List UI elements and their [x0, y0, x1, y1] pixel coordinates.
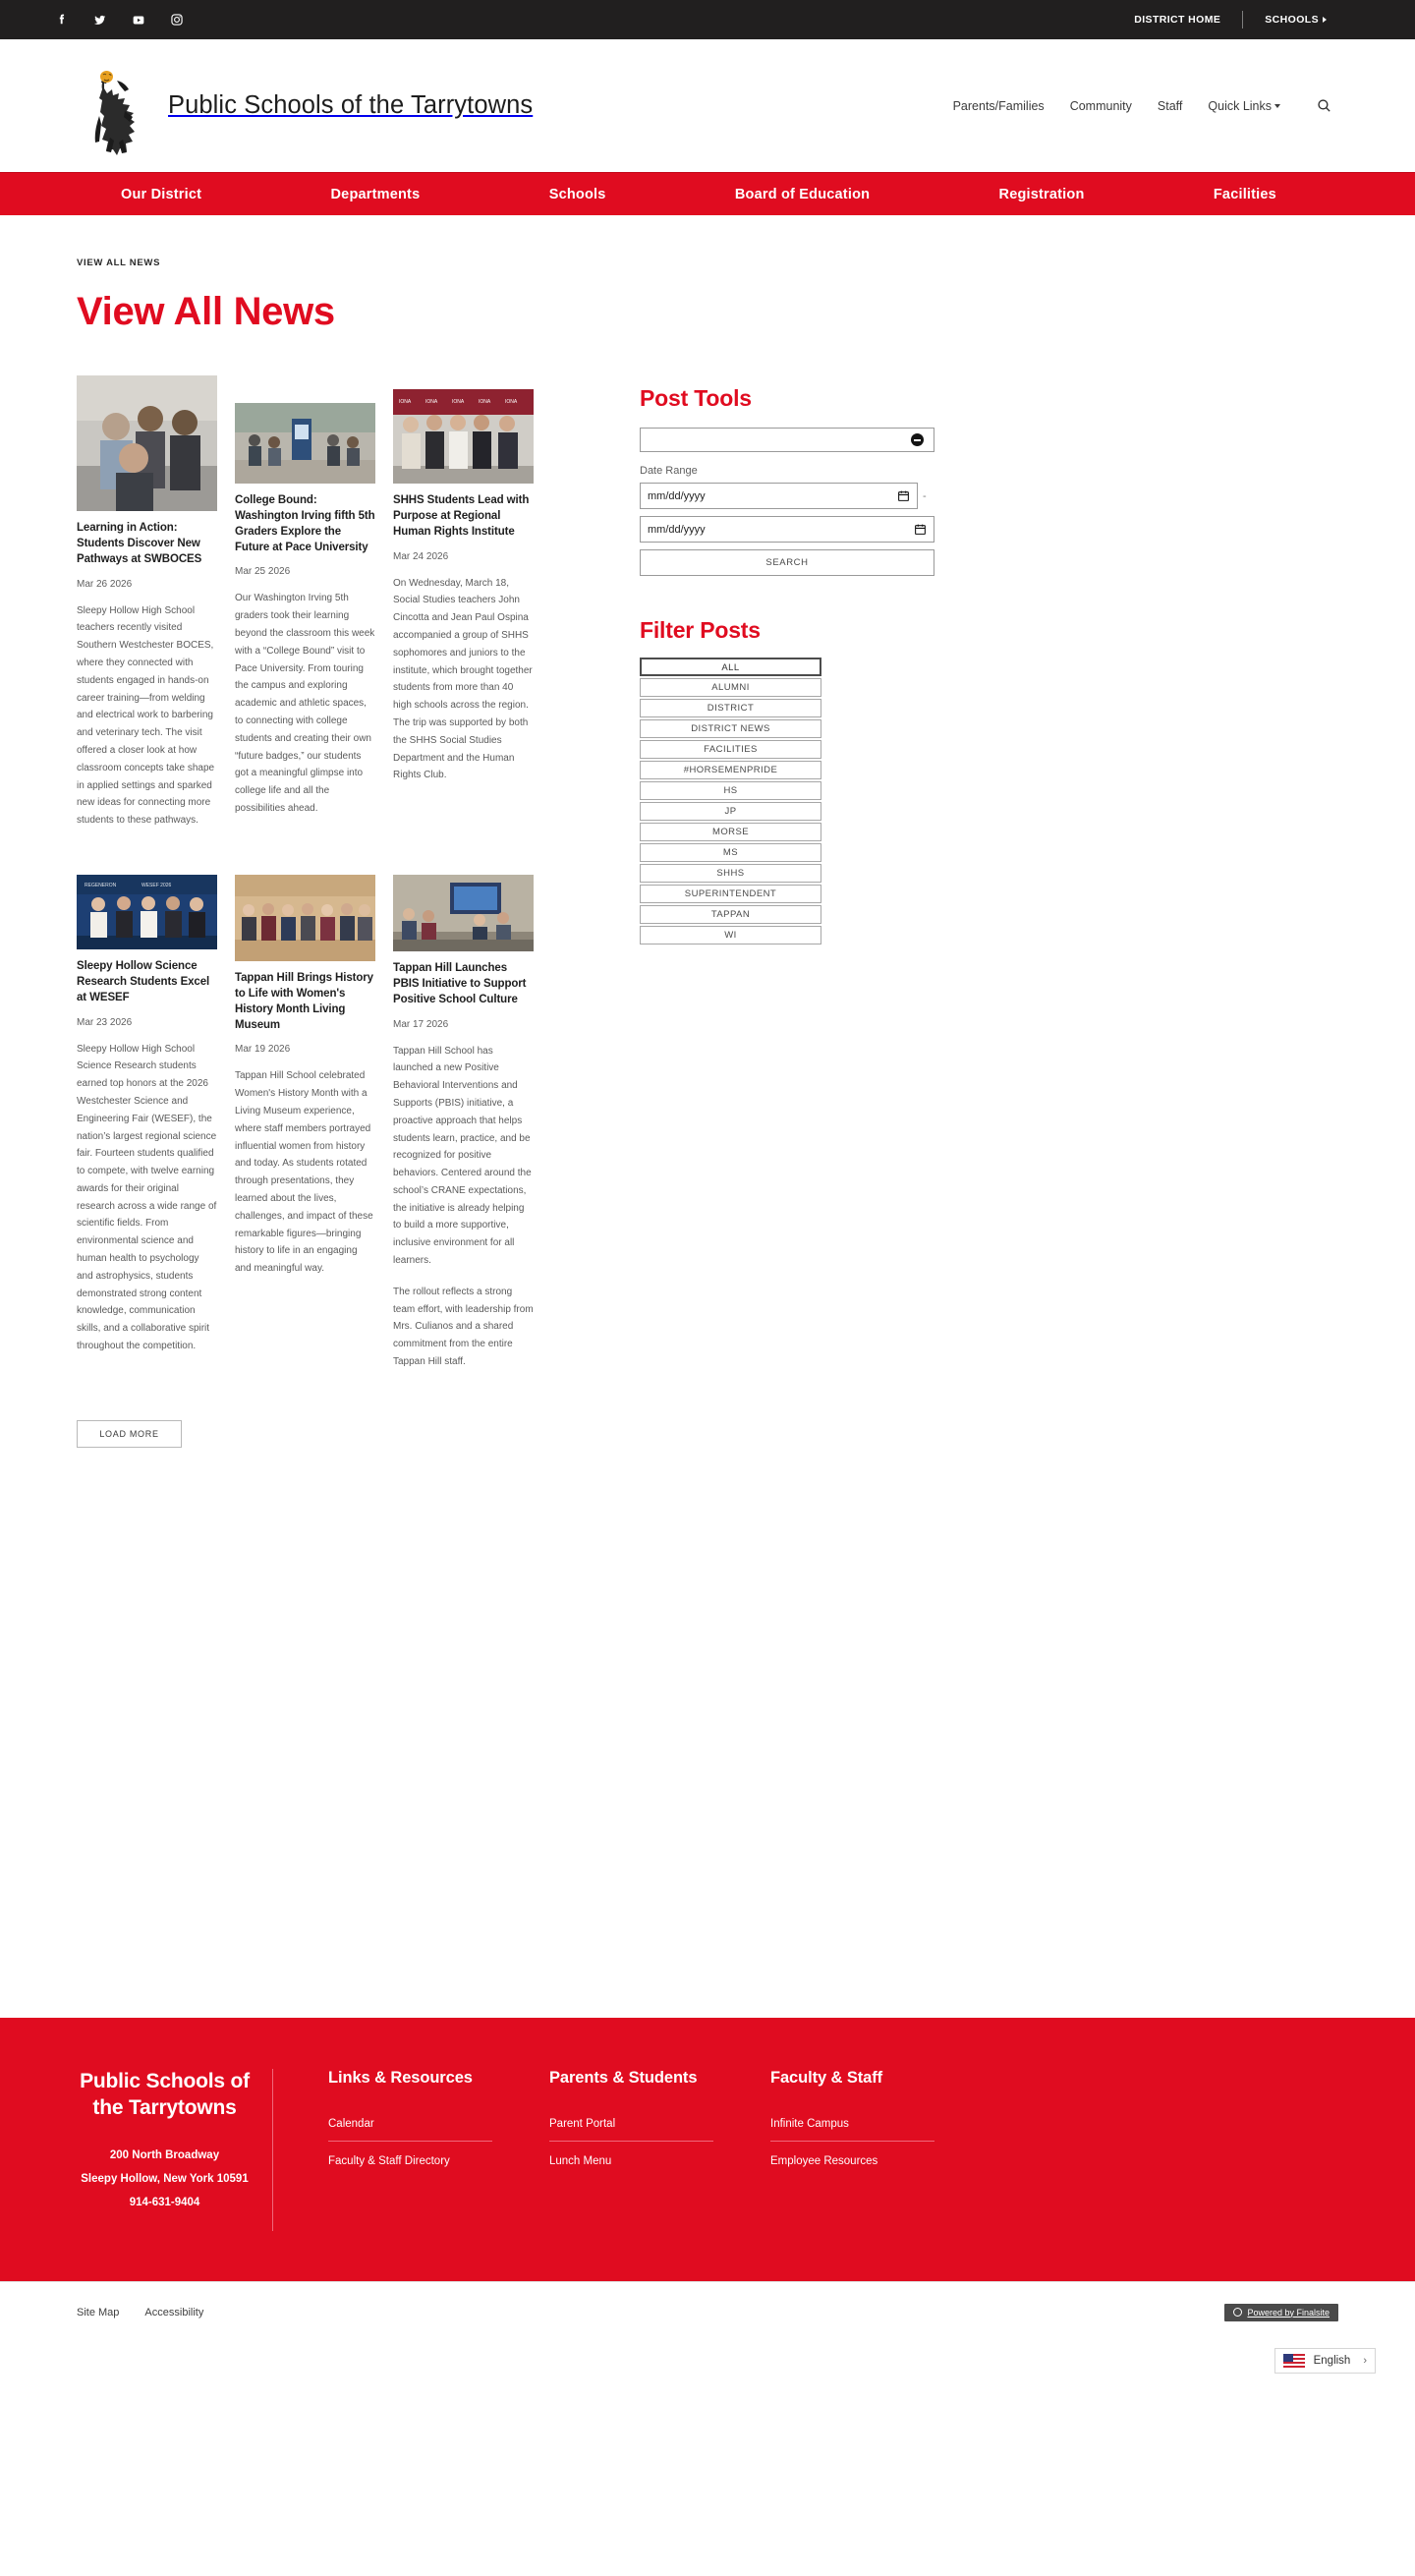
- news-title[interactable]: SHHS Students Lead with Purpose at Regional Human Rights Institute: [393, 494, 530, 538]
- util-label: Parents/Families: [952, 98, 1045, 113]
- news-card[interactable]: [393, 375, 534, 830]
- nav-item-board-of-education[interactable]: Board of Education: [734, 186, 871, 202]
- filter-posts-panel: [640, 617, 934, 945]
- filter-facilities[interactable]: FACILITIES: [640, 740, 821, 759]
- util-label: Staff: [1157, 98, 1183, 113]
- footer-link-calendar[interactable]: Calendar: [328, 2104, 492, 2142]
- news-paragraph: The rollout reflects a strong team effort, with leadership from Mrs. Culianos and a shared commitment from the entire Tappan Hill staff.: [393, 1286, 534, 1368]
- filter-hs[interactable]: HS: [640, 781, 821, 800]
- footer-address-line1: 200 North Broadway: [109, 2148, 220, 2161]
- date-to-input[interactable]: [640, 516, 934, 543]
- footer-district-name: Public Schools of the Tarrytowns: [80, 2070, 250, 2119]
- date-from-input[interactable]: [640, 483, 918, 509]
- news-summary: [77, 602, 217, 830]
- category-select[interactable]: [640, 428, 934, 452]
- news-date: Mar 25 2026: [235, 566, 291, 578]
- schools-label: SCHOOLS: [1265, 14, 1319, 26]
- filter-alumni[interactable]: ALUMNI: [640, 678, 821, 697]
- footer-link-lunch-menu[interactable]: Lunch Menu: [549, 2155, 612, 2167]
- us-flag-icon: [1283, 2354, 1305, 2368]
- chevron-right-icon: [1323, 17, 1327, 23]
- news-title[interactable]: Learning in Action: Students Discover New Pathways at SWBOCES: [77, 522, 202, 565]
- footer-address: [77, 2144, 253, 2214]
- twitter-icon[interactable]: [92, 12, 108, 29]
- instagram-icon[interactable]: [169, 12, 185, 29]
- footer-link-employee-resources[interactable]: Employee Resources: [770, 2155, 878, 2167]
- date-from-placeholder: mm/dd/yyyy: [648, 489, 706, 502]
- news-thumbnail[interactable]: [77, 375, 217, 511]
- news-summary: [235, 1067, 375, 1278]
- news-date: Mar 17 2026: [393, 1018, 449, 1030]
- site-map-link[interactable]: Site Map: [77, 2306, 120, 2318]
- nav-item-our-district[interactable]: Our District: [121, 186, 202, 202]
- date-range-separator: -: [923, 489, 927, 502]
- news-title[interactable]: Sleepy Hollow Science Research Students Excel at WESEF: [77, 959, 210, 1003]
- post-tools-heading: Post Tools: [640, 385, 752, 411]
- chevron-right-icon: ›: [1363, 2355, 1367, 2367]
- top-utility-bar: [0, 0, 1415, 39]
- news-paragraph: Our Washington Irving 5th graders took their learning beyond the classroom this week with a “College Bound” visit to Pace University. From touring the campus and exploring academic and athletic spaces, to connecting with college students and creating their own “future badges,” our students got a meaningful glimpse into college life and all the possibilities ahead.: [235, 593, 375, 814]
- news-summary: [77, 1041, 217, 1355]
- language-selector[interactable]: [1274, 2348, 1376, 2374]
- filter-district-news[interactable]: DISTRICT NEWS: [640, 719, 821, 738]
- footer-link-parent-portal[interactable]: Parent Portal: [549, 2104, 713, 2142]
- news-thumbnail[interactable]: [393, 875, 534, 951]
- news-date: Mar 19 2026: [235, 1044, 291, 1056]
- powered-by-label: Powered by Finalsite: [1247, 2307, 1330, 2318]
- svg-text:IONA: IONA: [399, 399, 412, 405]
- news-date: Mar 26 2026: [77, 578, 133, 590]
- nav-item-registration[interactable]: Registration: [998, 186, 1085, 202]
- chevron-down-icon: [1274, 104, 1280, 108]
- minus-circle-icon[interactable]: [911, 433, 924, 446]
- news-card[interactable]: [235, 875, 375, 1371]
- util-link-community[interactable]: [1070, 99, 1132, 113]
- footer-column-heading: Parents & Students: [549, 2069, 698, 2087]
- util-link-staff[interactable]: [1158, 99, 1182, 113]
- finalsite-logo-icon: [1233, 2308, 1242, 2317]
- footer-phone: 914-631-9404: [129, 2197, 200, 2209]
- news-title[interactable]: College Bound: Washington Irving fifth 5th Graders Explore the Future at Pace University: [235, 494, 375, 553]
- news-summary: [235, 590, 375, 817]
- news-date: Mar 23 2026: [77, 1016, 133, 1028]
- sidebar: [640, 375, 1131, 1448]
- svg-text:IONA: IONA: [479, 399, 491, 405]
- top-right-links: [1112, 11, 1361, 29]
- language-label: English: [1313, 2355, 1351, 2367]
- social-links: [54, 12, 185, 29]
- nav-item-schools[interactable]: Schools: [548, 186, 606, 202]
- utility-navigation: [953, 96, 1361, 116]
- site-header: [0, 39, 1415, 172]
- site-logo-link[interactable]: [78, 57, 533, 155]
- district-home-link[interactable]: DISTRICT HOME: [1134, 14, 1221, 26]
- footer-link-faculty-staff-directory[interactable]: Faculty & Staff Directory: [328, 2155, 450, 2167]
- youtube-icon[interactable]: [131, 12, 146, 29]
- schools-dropdown[interactable]: [1243, 14, 1348, 26]
- news-paragraph: On Wednesday, March 18, Social Studies teachers John Cincotta and Jean Paul Ospina accompanied a group of SHHS sophomores and juniors to the institute, which brought together students from more than 40 high schools across the region. The trip was supported by both the SHHS Social Studies Department and the Human Rights Club.: [393, 577, 533, 781]
- news-list: [77, 375, 595, 1448]
- sub-footer: [0, 2281, 1415, 2342]
- accessibility-link[interactable]: Accessibility: [144, 2306, 204, 2318]
- news-thumbnail[interactable]: [77, 875, 217, 949]
- svg-text:REGENERON: REGENERON: [85, 882, 117, 888]
- nav-item-departments[interactable]: Departments: [330, 186, 421, 202]
- news-thumbnail[interactable]: [235, 403, 375, 484]
- svg-text:IONA: IONA: [505, 399, 518, 405]
- news-paragraph: Tappan Hill School has launched a new Positive Behavioral Interventions and Supports (PBIS) initiative, a proactive approach that helps students learn, practice, and be recognized for positive behaviors. Centered around the school’s CRANE expectations, the initiative is already helping to build a more supportive, inclusive environment for all learners.: [393, 1045, 532, 1267]
- language-bar: [0, 2342, 1415, 2379]
- date-range-label: Date Range: [640, 465, 698, 477]
- util-label: Community: [1069, 98, 1132, 113]
- footer-column-faculty-staff: [770, 2069, 934, 2231]
- util-link-parents-families[interactable]: [953, 99, 1045, 113]
- filter-morse[interactable]: MORSE: [640, 823, 821, 841]
- news-card[interactable]: [235, 375, 375, 830]
- filter-ms[interactable]: MS: [640, 843, 821, 862]
- page-title: View All News: [77, 290, 335, 333]
- news-paragraph: Tappan Hill School celebrated Women's History Month with a Living Museum experience, where staff members portrayed influential women from history and today. As students rotated through presentations, they learned about the lives, challenges, and impact of these remarkable figures—bringing history to life in an engaging and meaningful way.: [235, 1070, 373, 1275]
- news-paragraph: Sleepy Hollow High School teachers recently visited Southern Westchester BOCES, where they connected with students engaged in hands-on career training—from welding and electrical work to barbering and veterinary tech. The visit offered a closer look at how classroom concepts take shape in applied settings and sparked new ideas for connecting more students to these pathways.: [77, 604, 215, 827]
- news-thumbnail[interactable]: [235, 875, 375, 961]
- site-title: Public Schools of the Tarrytowns: [168, 91, 534, 119]
- svg-text:WESEF 2026: WESEF 2026: [142, 882, 172, 888]
- footer-brand: [77, 2069, 273, 2231]
- footer-link-infinite-campus[interactable]: Infinite Campus: [770, 2104, 934, 2142]
- filter-shhs[interactable]: SHHS: [640, 864, 821, 883]
- facebook-icon[interactable]: [54, 12, 70, 29]
- search-icon[interactable]: [1314, 96, 1333, 116]
- footer-column-parents-students: [549, 2069, 713, 2231]
- post-search-button[interactable]: SEARCH: [640, 549, 934, 576]
- date-to-placeholder: mm/dd/yyyy: [648, 523, 706, 536]
- news-paragraph: Sleepy Hollow High School Science Research students earned top honors at the 2026 Westchester Science and Engineering Fair (WESEF), the nation’s largest regional science fair. Fourteen students qualified to compete, with twelve earning awards for their original research across a wide range of scientific fields. From environmental science and human health to psychology and astrophysics, students demonstrated strong content knowledge, communication skills, and a collaborative spirit throughout the competition.: [77, 1043, 217, 1352]
- news-summary: [393, 575, 534, 785]
- powered-by-finalsite-badge[interactable]: [1224, 2304, 1338, 2321]
- filter-all[interactable]: ALL: [640, 658, 821, 676]
- news-card[interactable]: [77, 375, 217, 830]
- breadcrumb: VIEW ALL NEWS: [77, 258, 161, 268]
- news-card[interactable]: [77, 875, 217, 1371]
- filter-wi[interactable]: WI: [640, 926, 821, 945]
- svg-text:IONA: IONA: [425, 399, 438, 405]
- filter-jp[interactable]: JP: [640, 802, 821, 821]
- calendar-icon[interactable]: [897, 489, 910, 502]
- post-tools-panel: [640, 385, 934, 576]
- news-card[interactable]: [393, 875, 534, 1371]
- filter-district[interactable]: DISTRICT: [640, 699, 821, 717]
- nav-item-facilities[interactable]: Facilities: [1213, 186, 1276, 202]
- calendar-icon[interactable]: [914, 523, 927, 536]
- main-navigation: [0, 172, 1415, 215]
- filter-posts-heading: Filter Posts: [640, 617, 761, 643]
- site-footer: [0, 2018, 1415, 2281]
- news-title[interactable]: Tappan Hill Launches PBIS Initiative to Support Positive School Culture: [393, 961, 527, 1005]
- footer-column-links-resources: [328, 2069, 492, 2231]
- footer-address-line2: Sleepy Hollow, New York 10591: [81, 2172, 249, 2185]
- page-content: [0, 215, 1415, 1984]
- filter-list: [640, 658, 934, 945]
- horseman-logo-icon: [78, 57, 154, 155]
- news-thumbnail[interactable]: [393, 389, 534, 484]
- filter-horsemenpride[interactable]: #HORSEMENPRIDE: [640, 761, 821, 779]
- util-label: Quick Links: [1208, 98, 1272, 113]
- load-more-button[interactable]: LOAD MORE: [77, 1420, 182, 1448]
- news-title[interactable]: Tappan Hill Brings History to Life with Women's History Month Living Museum: [235, 971, 373, 1031]
- svg-text:IONA: IONA: [452, 399, 465, 405]
- footer-column-heading: Links & Resources: [328, 2069, 473, 2087]
- news-date: Mar 24 2026: [393, 550, 449, 562]
- footer-column-heading: Faculty & Staff: [770, 2069, 883, 2087]
- util-link-quick-links[interactable]: [1208, 99, 1280, 113]
- filter-superintendent[interactable]: SUPERINTENDENT: [640, 885, 821, 903]
- news-summary: [393, 1043, 534, 1371]
- filter-tappan[interactable]: TAPPAN: [640, 905, 821, 924]
